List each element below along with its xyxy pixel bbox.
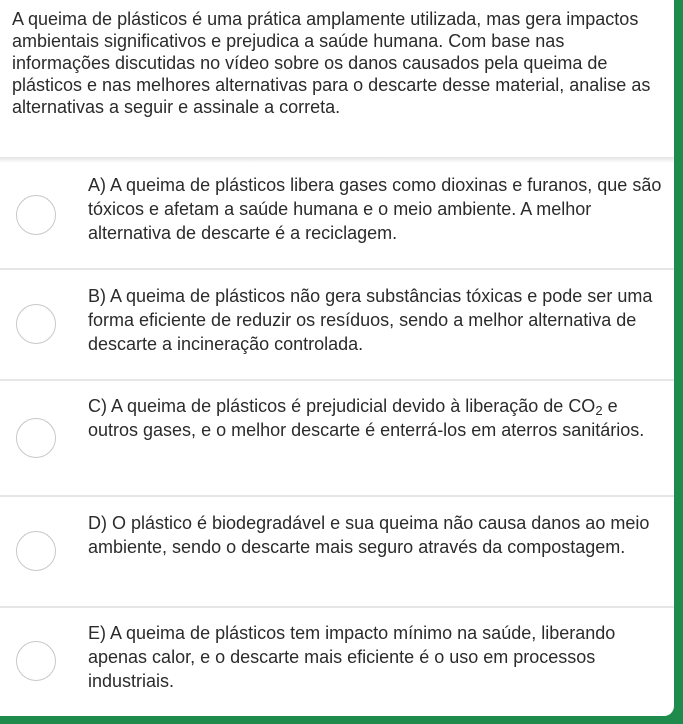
option-e[interactable] — [0, 608, 674, 716]
option-b-text: B) A queima de plásticos não gera substâncias tóxicas e pode ser uma forma eficiente de reduzir os resíduos, sendo a melhor alternativa de descarte a incineração controlada. — [88, 286, 653, 354]
option-c-text-before: C) A queima de plásticos é prejudicial devido à liberação de — [88, 396, 564, 416]
option-c[interactable] — [0, 381, 674, 497]
co2-subscript: 2 — [595, 403, 603, 418]
option-a-radio[interactable] — [16, 195, 56, 235]
option-d[interactable] — [0, 497, 674, 608]
co2-base: CO — [568, 396, 596, 416]
option-e-radio[interactable] — [16, 641, 56, 681]
co2-formula — [568, 396, 602, 416]
option-c-text — [88, 394, 662, 442]
option-e-text: E) A queima de plásticos tem impacto mínimo na saúde, liberando apenas calor, e o descarte mais eficiente é o uso em processos industriais. — [88, 623, 616, 691]
option-c-text-after: e outros gases, e o melhor descarte é enterrá-los em aterros sanitários. — [88, 396, 645, 440]
option-d-radio[interactable] — [16, 531, 56, 571]
option-b-radio[interactable] — [16, 304, 56, 344]
question-text: A queima de plásticos é uma prática amplamente utilizada, mas gera impactos ambientais significativos e prejudica a saúde humana. Com base nas informações discutidas no vídeo sobre os danos causados pela queima de plásticos e nas melhores alternativas para o descarte desse material, analise as alternativas a seguir e assinale a correta. — [12, 9, 651, 117]
option-a[interactable] — [0, 163, 674, 270]
option-a-text: A) A queima de plásticos libera gases como dioxinas e furanos, que são tóxicos e afetam a saúde humana e o meio ambiente. A melhor alternativa de descarte é a reciclagem. — [88, 175, 662, 243]
option-b[interactable] — [0, 270, 674, 381]
option-c-radio[interactable] — [16, 418, 56, 458]
option-d-text: D) O plástico é biodegradável e sua queima não causa danos ao meio ambiente, sendo o descarte mais seguro através da compostagem. — [88, 513, 650, 557]
